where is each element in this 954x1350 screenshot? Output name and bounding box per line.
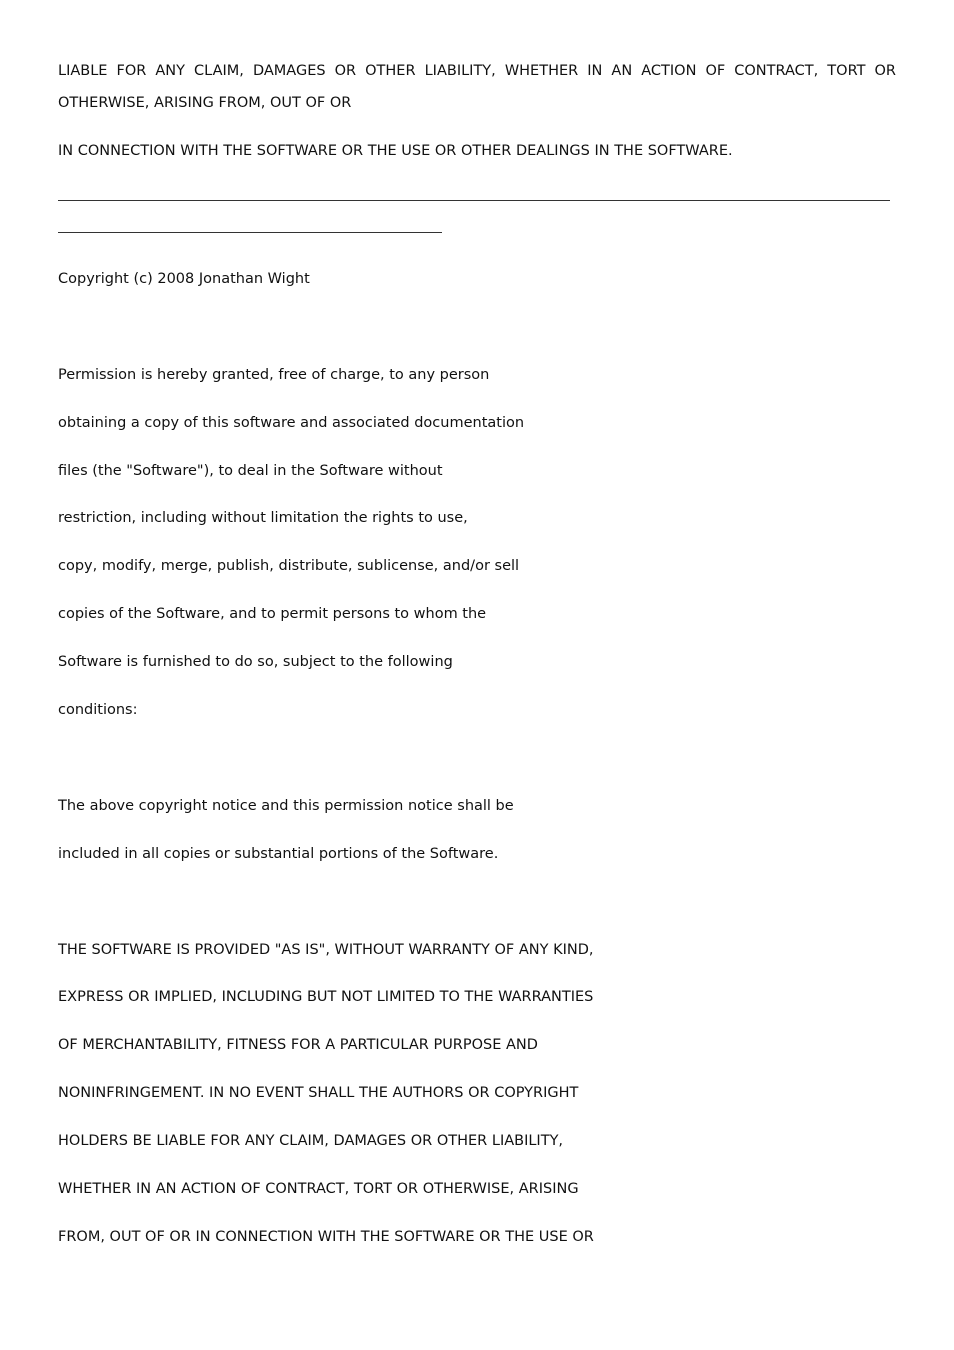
liability-paragraph: LIABLE FOR ANY CLAIM, DAMAGES OR OTHER LIABILITY, WHETHER IN AN ACTION OF CONTRACT, TORT OR OTHERWISE, ARISING FROM, OUT OF OR — [58, 63, 896, 111]
warranty-line: OF MERCHANTABILITY, FITNESS FOR A PARTICULAR PURPOSE AND — [58, 1037, 538, 1053]
notice-line: included in all copies or substantial portions of the Software. — [58, 846, 499, 862]
warranty-line: FROM, OUT OF OR IN CONNECTION WITH THE SOFTWARE OR THE USE OR — [58, 1229, 594, 1245]
copyright-line: Copyright (c) 2008 Jonathan Wight — [58, 271, 310, 287]
warranty-line: HOLDERS BE LIABLE FOR ANY CLAIM, DAMAGES OR OTHER LIABILITY, — [58, 1133, 564, 1149]
separator-rule-long — [58, 200, 890, 201]
warranty-line: THE SOFTWARE IS PROVIDED "AS IS", WITHOUT WARRANTY OF ANY KIND, — [58, 942, 594, 958]
permission-line: files (the "Software"), to deal in the Software without — [58, 463, 443, 479]
permission-line: restriction, including without limitation the rights to use, — [58, 510, 468, 526]
warranty-line: EXPRESS OR IMPLIED, INCLUDING BUT NOT LIMITED TO THE WARRANTIES — [58, 989, 594, 1005]
permission-line: copies of the Software, and to permit persons to whom the — [58, 606, 487, 622]
warranty-line: WHETHER IN AN ACTION OF CONTRACT, TORT OR OTHERWISE, ARISING — [58, 1181, 579, 1197]
permission-line: Software is furnished to do so, subject to the following — [58, 654, 453, 670]
separator-rule-short — [58, 232, 442, 233]
permission-line: obtaining a copy of this software and associated documentation — [58, 415, 525, 431]
warranty-line: NONINFRINGEMENT. IN NO EVENT SHALL THE AUTHORS OR COPYRIGHT — [58, 1085, 579, 1101]
permission-line: Permission is hereby granted, free of charge, to any person — [58, 367, 490, 383]
liability-paragraph-end: IN CONNECTION WITH THE SOFTWARE OR THE USE OR OTHER DEALINGS IN THE SOFTWARE. — [58, 143, 733, 159]
permission-line: conditions: — [58, 702, 138, 718]
notice-line: The above copyright notice and this permission notice shall be — [58, 798, 514, 814]
permission-line: copy, modify, merge, publish, distribute, sublicense, and/or sell — [58, 558, 520, 574]
